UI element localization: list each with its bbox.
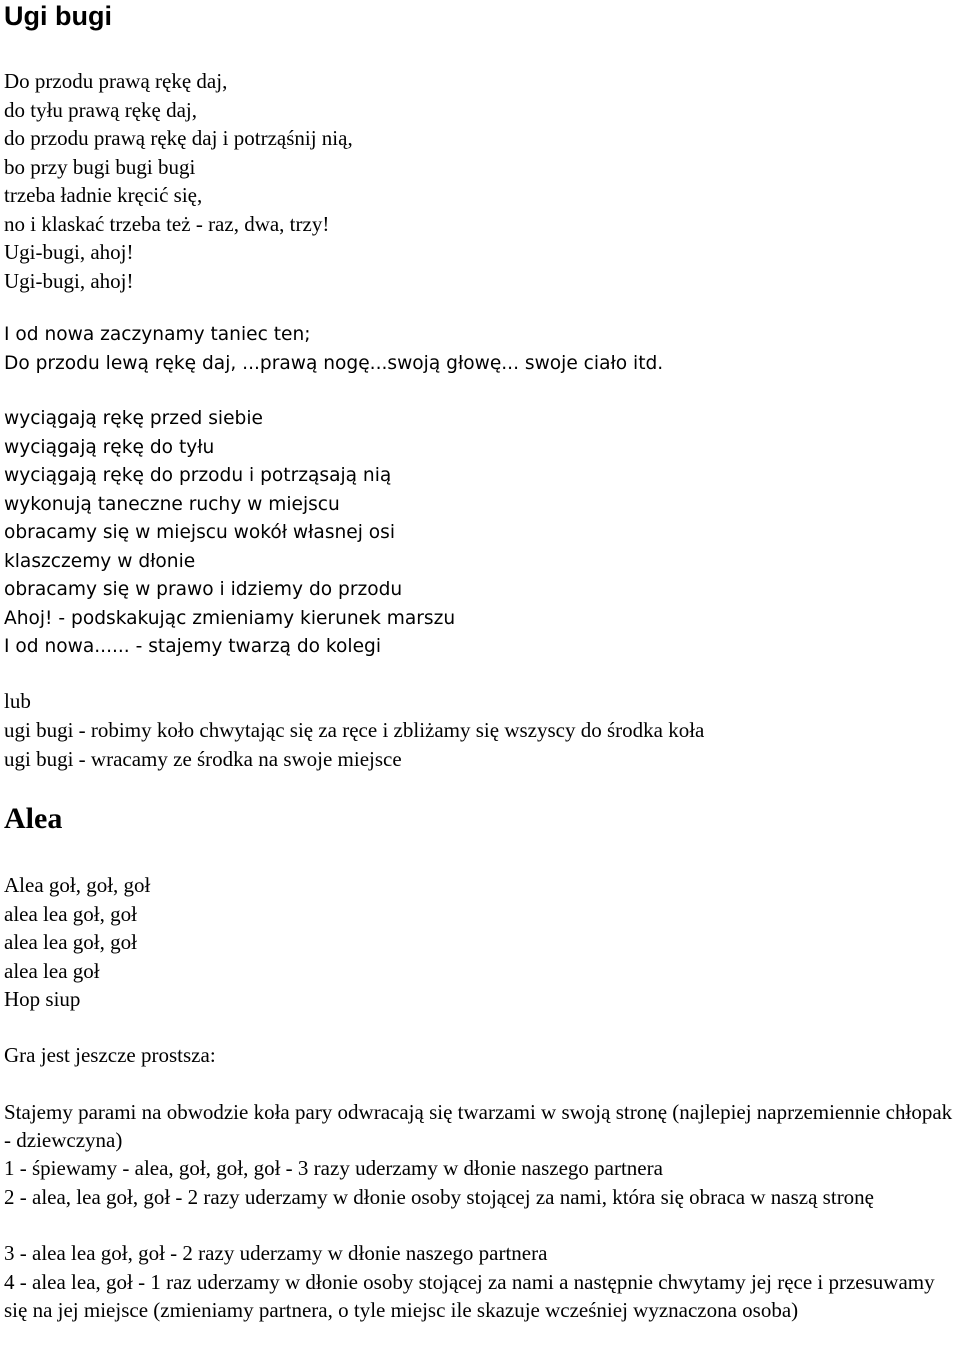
lyric-line: alea lea goł: [4, 958, 100, 983]
instruction-step-3: 3 - alea lea goł, goł - 2 razy uderzamy w dłonie naszego partnera: [4, 1241, 548, 1265]
move-line: Ahoj! - podskakując zmieniamy kierunek marszu: [4, 607, 456, 629]
instruction-step-2: 2 - alea, lea goł, goł - 2 razy uderzamy w dłonie osoby stojącej za nami, która się obraca w naszą stronę: [4, 1185, 875, 1209]
move-line: klaszczemy w dłonie: [4, 550, 196, 572]
move-line: wyciągają rękę do przodu i potrząsają nią: [4, 465, 392, 486]
lyric-line: Do przodu prawą rękę daj,: [4, 69, 228, 93]
alternative-label: lub: [4, 689, 31, 713]
lyric-line: alea lea goł, goł: [4, 930, 137, 954]
move-line: I od nowa...... - stajemy twarzą do kolegi: [4, 636, 381, 657]
instruction-step-4: 4 - alea lea, goł - 1 raz uderzamy w dłonie osoby stojącej za nami a następnie chwytamy jej ręce i przesuwamy się na jej miejsce (zmieniamy partnera, o tyle miejsc ile skazuje wcześniej wyznaczona osoba): [4, 1270, 935, 1323]
lyric-line: trzeba ładnie kręcić się,: [4, 183, 203, 207]
ugi-bugi-continuation: [4, 321, 663, 378]
instruction-intro: Stajemy parami na obwodzie koła pary odwracają się twarzami w swoją stronę (najlepiej naprzemiennie chłopak - dziewczyna): [4, 1100, 953, 1153]
alt-move-line: ugi bugi - robimy koło chwytając się za ręce i zbliżamy się wszyscy do środka koła: [4, 718, 705, 742]
lyric-line: do przodu prawą rękę daj i potrząśnij nią,: [4, 126, 353, 150]
lyric-line: no i klaskać trzeba też - raz, dwa, trzy!: [4, 211, 330, 236]
lyric-line: Alea goł, goł, goł: [4, 873, 151, 897]
game-heading: Gra jest jeszcze prostsza:: [4, 1043, 216, 1067]
move-line: obracamy się w miejscu wokół własnej osi: [4, 522, 396, 543]
lyric-line: alea lea goł, goł: [4, 901, 137, 926]
lyric-line: bo przy bugi bugi bugi: [4, 154, 196, 179]
move-line: wykonują taneczne ruchy w miejscu: [4, 493, 340, 515]
continuation-line: I od nowa zaczynamy taniec ten;: [4, 324, 311, 345]
lyric-line: Ugi-bugi, ahoj!: [4, 268, 134, 293]
song-title-ugi-bugi: Ugi bugi: [4, 1, 112, 31]
lyric-line: do tyłu prawą rękę daj,: [4, 97, 198, 122]
alea-lyrics: [4, 871, 150, 1014]
move-line: wyciągają rękę do tyłu: [4, 436, 215, 458]
continuation-line: Do przodu lewą rękę daj, ...prawą nogę...swoją głowę... swoje ciało itd.: [4, 352, 664, 374]
move-line: obracamy się w prawo i idziemy do przodu: [4, 579, 403, 600]
ugi-bugi-alt-moves: [4, 716, 704, 773]
lyric-line: Ugi-bugi, ahoj!: [4, 240, 134, 264]
instruction-step-1: 1 - śpiewamy - alea, goł, goł, goł - 3 razy uderzamy w dłonie naszego partnera: [4, 1156, 663, 1180]
move-line: wyciągają rękę przed siebie: [4, 408, 263, 429]
song-title-alea: Alea: [4, 802, 63, 835]
ugi-bugi-lyrics: [4, 67, 353, 295]
lyric-line: Hop siup: [4, 987, 81, 1011]
ugi-bugi-moves: [4, 405, 455, 662]
alt-move-line: ugi bugi - wracamy ze środka na swoje miejsce: [4, 746, 402, 771]
